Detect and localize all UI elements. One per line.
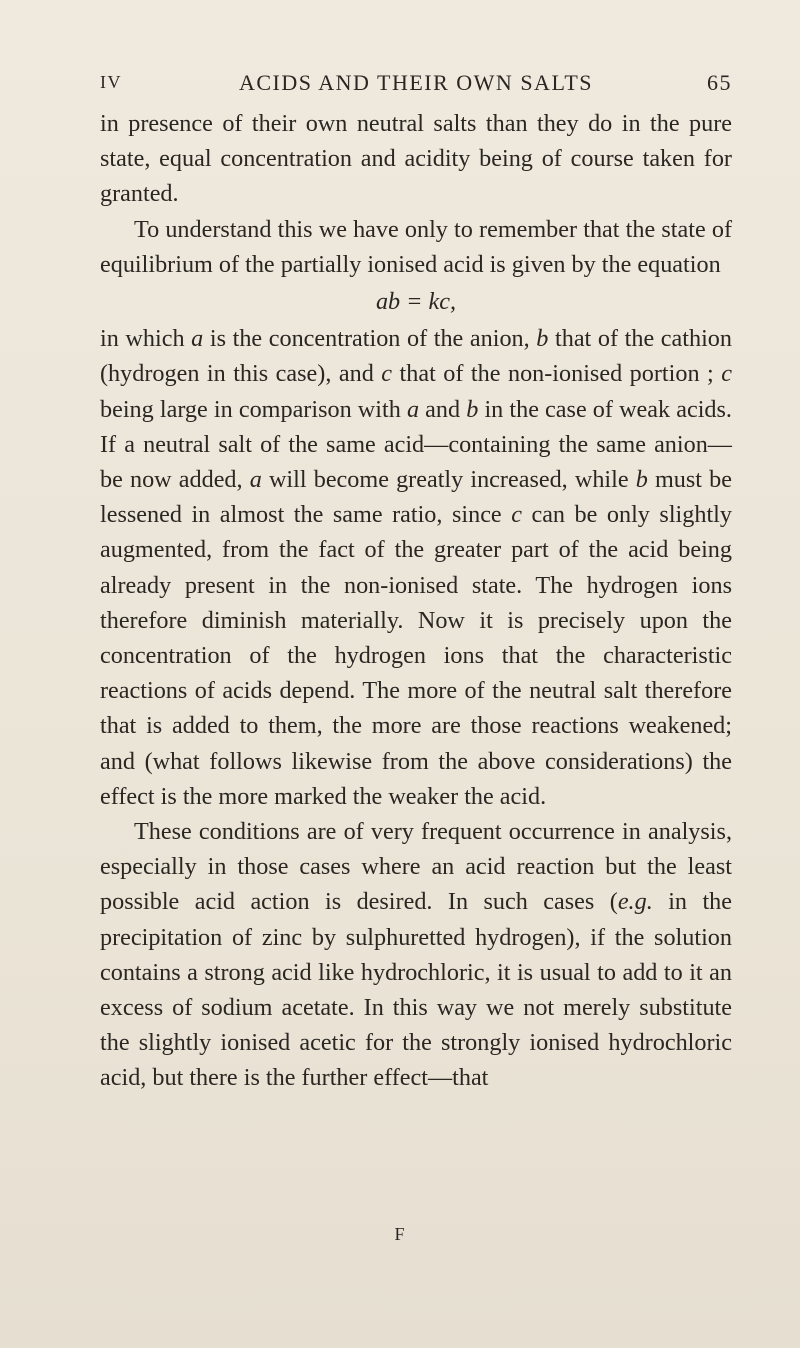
paragraph-equilibrium: To understand this we have only to remember that the state of equilibrium of the partially ionised acid is given by the equation xyxy=(100,215,732,278)
paragraph-conditions: These conditions are of very frequent occurrence in analysis, especially in those cases where an acid reaction but the least possible acid action is desired. In such cases (e.g. in the precipitation of zinc by sulphuretted hydrogen), if the solution contains a strong acid like hydrochloric, it is usual to add to it an excess of sodium acetate. In this way we not merely substitute the slightly ionised acetic for the strongly ionised hydrochloric acid, but there is the further effect—that xyxy=(100,818,732,1092)
chapter-number: IV xyxy=(100,72,122,92)
running-title: ACIDS AND THEIR OWN SALTS xyxy=(238,70,594,95)
paragraph-explanation: in which a is the concentration of the anion, b that of the cathion (hydrogen in this case), and c that of the non-ionised portion ; c being large in comparison with a and b in the case of weak acids. If a neutral salt of the same acid—containing the same anion—be now added, a will become greatly increased, while b must be lessened in almost the same ratio, since c can be only slightly augmented, from the fact of the greater part of the acid being already present in the non-ionised state. The hydrogen ions therefore diminish materially. Now it is precisely upon the concentration of the hydrogen ions that the characteristic reactions of acids depend. The more of the neutral salt therefore that is added to them, the more are those reactions weakened; and (what follows likewise from the above considerations) the effect is the more marked the weaker the acid. xyxy=(100,325,732,810)
equation: ab = kc, xyxy=(375,288,457,316)
running-head xyxy=(100,70,732,100)
signature-mark: F xyxy=(394,1224,406,1244)
body-text xyxy=(100,106,732,1096)
paragraph-continuation: in presence of their own neutral salts than they do in the pure state, equal concentration and acidity being of course taken for granted. xyxy=(100,110,732,208)
page-number: 65 xyxy=(707,70,732,95)
